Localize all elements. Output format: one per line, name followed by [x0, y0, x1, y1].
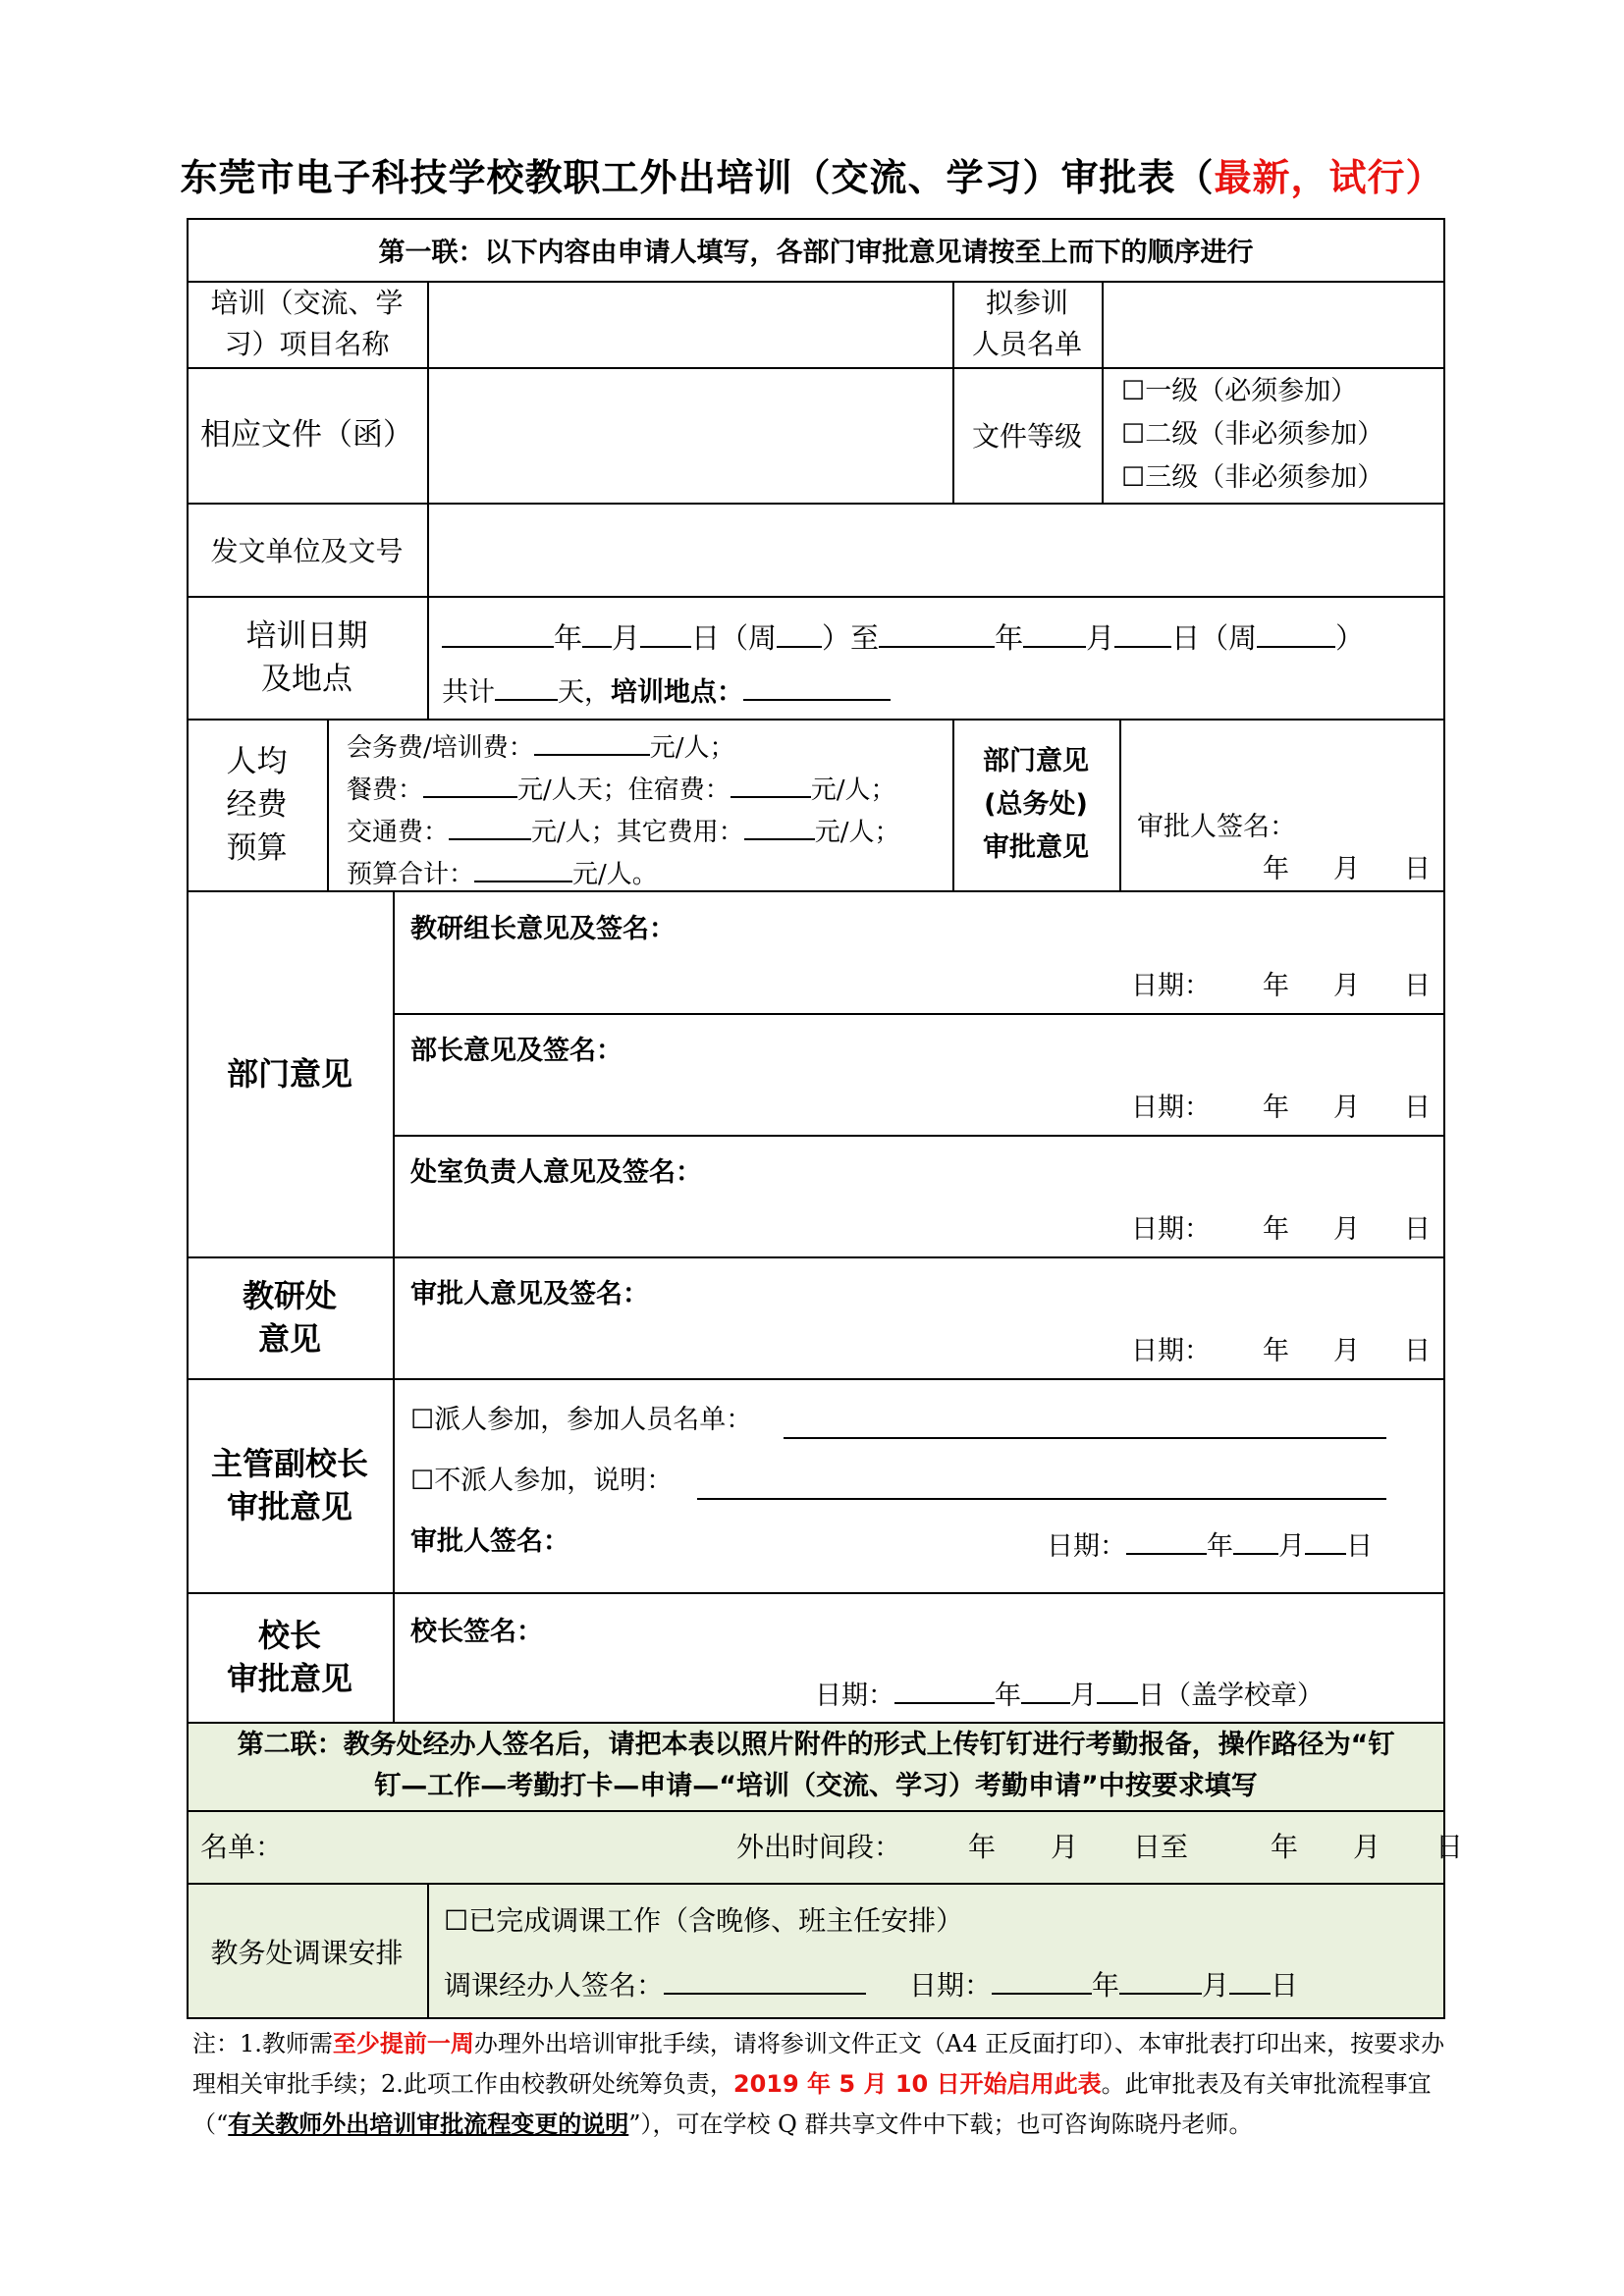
principal-signer-label: 校长签名： [410, 1617, 543, 1647]
principal-label: 校长 审批意见 [226, 1617, 352, 1697]
no-send-checkbox[interactable]: ☐不派人参加，说明： [410, 1466, 674, 1496]
general-office-year: 年 [1263, 854, 1289, 884]
general-office-day: 日 [1404, 854, 1431, 884]
dept-row2-label: 部长意见及签名： [410, 1036, 623, 1066]
dept-label: 部门意见 [226, 1054, 352, 1093]
budget-meal-lodging[interactable]: 餐费： 元/人天；住宿费： 元/人； [347, 771, 896, 805]
level-3-checkbox[interactable]: ☐三级（非必须参加） [1121, 462, 1384, 493]
process-change-link[interactable]: 有关教师外出培训审批流程变更的说明 [228, 2110, 629, 2138]
research-row-label: 审批人意见及签名： [410, 1279, 649, 1309]
part2-period-label: 外出时间段： [736, 1831, 902, 1863]
document-input[interactable] [429, 369, 951, 501]
participants-input[interactable] [1104, 283, 1442, 365]
doc-level-label: 文件等级 [971, 420, 1082, 453]
date-place-label: 培训日期 及地点 [245, 617, 368, 697]
general-office-label: 部门意见 (总务处) 审批意见 [983, 745, 1089, 863]
general-office-signer[interactable]: 审批人签名： [1137, 812, 1296, 842]
page-title: 东莞市电子科技学校教职工外出培训（交流、学习）审批表（最新，试行） [180, 156, 1444, 199]
dept-row2-date[interactable]: 日期： [1131, 1093, 1211, 1123]
dept-row3-label: 处室负责人意见及签名： [410, 1157, 702, 1188]
budget-conference-fee[interactable]: 会务费/培训费： 元/人； [347, 728, 735, 763]
project-name-label: 培训（交流、学 习）项目名称 [210, 287, 404, 360]
part2-period-dates[interactable]: 年 月 日至 年 月 日 [968, 1831, 1464, 1863]
level-2-checkbox[interactable]: ☐二级（非必须参加） [1121, 419, 1384, 450]
footnote: 注：1.教师需至少提前一周办理外出培训审批手续，请将参训文件正文（A4 正反面打印）、本审批表打印出来，按要求办理相关审批手续；2.此项工作由校教研处统筹负责，2019 年 5 月 10 日开始启用此表。此审批表及有关审批流程事宜（“有关教师外出培训审批流程变更的说明”），可在学校 Q 群共享文件中下载；也可咨询陈晓丹老师。 [192, 2030, 1445, 2138]
principal-date[interactable]: 日期： 年 月 日（盖学校章） [815, 1677, 1324, 1711]
part2-header: 第二联：教务处经办人签名后，请把本表以照片附件的形式上传钉钉进行考勤报备，操作路径为“钉 钉—工作—考勤打卡—申请—“培训（交流、学习）考勤申请”中按要求填写 [237, 1730, 1395, 1801]
vice-signer-label: 审批人签名： [410, 1526, 569, 1557]
research-date[interactable]: 日期： [1131, 1336, 1211, 1366]
part2-name-list[interactable]: 名单： [200, 1831, 284, 1863]
training-days-place[interactable]: 共计 天，培训地点： [442, 673, 891, 708]
participants-label: 拟参训 人员名单 [971, 287, 1082, 360]
vice-principal-label: 主管副校长 审批意见 [210, 1445, 368, 1525]
schedule-done-checkbox[interactable]: ☐已完成调课工作（含晚修、班主任安排） [444, 1904, 964, 1937]
vice-date[interactable]: 日期： 年 月 日 [1047, 1527, 1373, 1562]
schedule-date[interactable]: 日期： 年 月 日 [909, 1969, 1299, 2002]
training-date-range[interactable]: 年 月 日（周 ）至 年 月 日（周 ） [442, 620, 1364, 655]
dept-row1-date[interactable]: 日期： [1131, 971, 1211, 1001]
send-participants-checkbox[interactable]: ☐派人参加，参加人员名单： [410, 1405, 753, 1435]
no-send-reason-line[interactable] [697, 1498, 1386, 1500]
research-label: 教研处 意见 [242, 1277, 337, 1358]
send-participants-line[interactable] [784, 1437, 1386, 1439]
budget-label: 人均 经费 预算 [226, 743, 288, 866]
part1-header: 第一联：以下内容由申请人填写，各部门审批意见请按至上而下的顺序进行 [378, 237, 1254, 268]
general-office-month: 月 [1333, 854, 1360, 884]
dept-row1-label: 教研组长意见及签名： [410, 914, 676, 944]
document-label: 相应文件（函） [200, 417, 413, 453]
budget-transport-other[interactable]: 交通费： 元/人；其它费用： 元/人； [347, 813, 900, 847]
dept-row3-date[interactable]: 日期： [1131, 1214, 1211, 1245]
issuer-input[interactable] [429, 505, 1442, 594]
budget-total[interactable]: 预算合计： 元/人。 [347, 855, 658, 889]
project-name-input[interactable] [429, 283, 951, 365]
schedule-handler[interactable]: 调课经办人签名： [444, 1967, 866, 2002]
schedule-label: 教务处调课安排 [210, 1936, 404, 1969]
approval-form-table: 第一联：以下内容由申请人填写，各部门审批意见请按至上而下的顺序进行 培训（交流、学 习）项目名称 拟参训 人员名单 相应文件（函） 文件等级 ☐一级（必须参加） ☐二级（非必须参加） ☐三级（非必须参加） 发文单位及文号 培训日期 及地点 年 月 日（周 ）至 年 月 日（周 ） 共计 天，培训地点： 人均 经费 预算 会务费/培训费： 元/人； 餐费： 元/人天；住宿费： 元/人； 交通费： 元/人；其它费用： 元/人； 预算合计： 元/人。 部门意见 (总务处) 审批意见 审批人签名： 年 月 日 部门意见 教研组长意见及签名： 日期： 年 月 日 部长意见及签名： 日期： 年 月 日 处室负责人意见及签名： 日期： 年 月 日 教研处 意见 审批人意见及签名： 日期： 年 月 日 主管副校长 审批意见 ☐派人参加，参加人员名单： ☐不派人参加，说明： 审批人签名： 日期： 年 月 日 校长 审批意见 校长签名： 日期： 年 月 日（盖学校章） 第二联：教务处经办人签名后，请把本表以照片附件的形式上传钉钉进行考勤报备，操作路径为“钉 钉—工作—考勤打卡—申请—“培训（交流、学习）考勤申请”中按要求填写 名单： 外出时间段： 年 月 日至 年 月 日 教务处调课安排 ☐已完成调课工作（含晚修、班主任安排） 调课经办人签名： 日期： 年 月 日 [187, 218, 1445, 2019]
issuer-label: 发文单位及文号 [210, 534, 404, 567]
level-1-checkbox[interactable]: ☐一级（必须参加） [1121, 376, 1358, 406]
